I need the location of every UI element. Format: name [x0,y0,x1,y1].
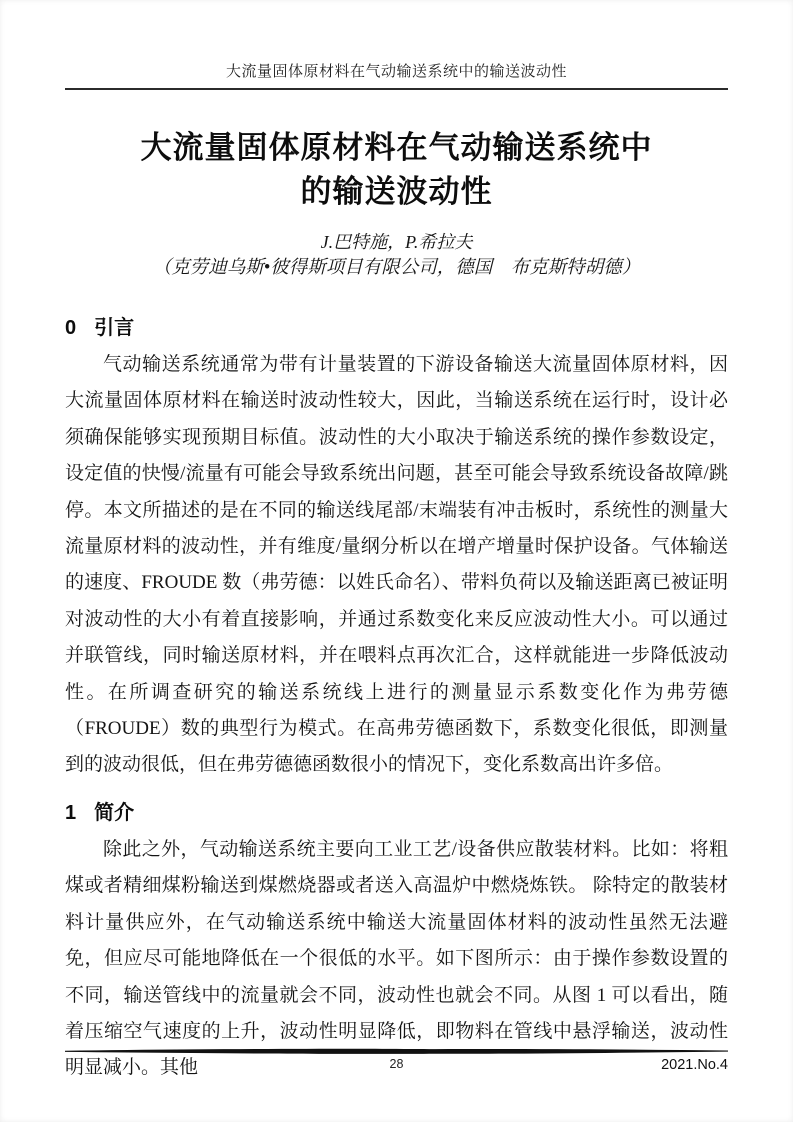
section-1-title: 简介 [94,801,135,824]
section-0-heading [65,315,728,341]
section-1-paragraph: 除此之外，气动输送系统主要向工业工艺/设备供应散装材料。比如：将粗煤或者精细煤粉输送到煤燃烧器或者送入高温炉中燃烧炼铁。 除特定的散装材料计量供应外，在气动输送系统中输送大流量固体材料的波动性虽然无法避免，但应尽可能地降低在一个很低的水平。如下图所示：由于操作参数设置的不同，输送管线中的流量就会不同，波动性也就会不同。从图 1 可以看出，随着压缩空气速度的上升，波动性明显降低，即物料在管线中悬浮输送，波动性明显减小。其他 [65,838,728,1079]
section-1-brief-introduction [65,800,728,1087]
article-title [65,126,728,214]
section-0-title: 引言 [94,317,135,339]
section-0-number: 0 [65,317,77,339]
running-header [65,0,728,90]
running-header-title: 大流量固体原材料在气动输送系统中的输送波动性 [225,64,567,80]
section-0-paragraph: 气动输送系统通常为带有计量装置的下游设备输送大流量固体原材料，因大流量固体原材料在输送时波动性较大，因此，当输送系统在运行时，设计必须确保能够实现预期目标值。波动性的大小取决于输送系统的操作参数设定，设定值的快慢/流量有可能会导致系统出问题，甚至可能会导致系统设备故障/跳停。本文所描述的是在不同的输送线尾部/末端装有冲击板时，系统性的测量大流量原材料的波动性，并有维度/量纲分析以在增产增量时保护设备。气体输送的速度、FROUDE 数（弗劳德：以姓氏命名）、带料负荷以及输送距离已被证明对波动性的大小有着直接影响，并通过系数变化来反应波动性大小。可以通过并联管线，同时输送原材料，并在喂料点再次汇合，这样就能进一步降低波动性。在所调查研究的输送系统线上进行的测量显示系数变化作为弗劳德（FROUDE）数的典型行为模式。在高弗劳德函数下，系数变化很低，即测量到的波动很低，但在弗劳德德函数很小的情况下，变化系数高出许多倍。 [65,354,728,776]
section-1-number: 1 [65,801,77,824]
section-0-introduction [65,315,728,784]
authors-line: J.巴特施，P.希拉夫 [320,232,473,252]
affiliation-line: （克劳迪乌斯•彼得斯项目有限公司，德国 布克斯特胡德） [152,258,641,278]
issue-label: 2021.No.4 [661,1057,728,1073]
page-number: 28 [389,1057,404,1071]
article-title-line-1: 大流量固体原材料在气动输送系统中 [140,130,653,165]
footer-row [65,1057,728,1075]
section-1-heading [65,800,728,826]
page-footer [65,1048,728,1075]
footer-divider-line [65,1048,728,1055]
article-title-line-2: 的输送波动性 [300,174,493,209]
